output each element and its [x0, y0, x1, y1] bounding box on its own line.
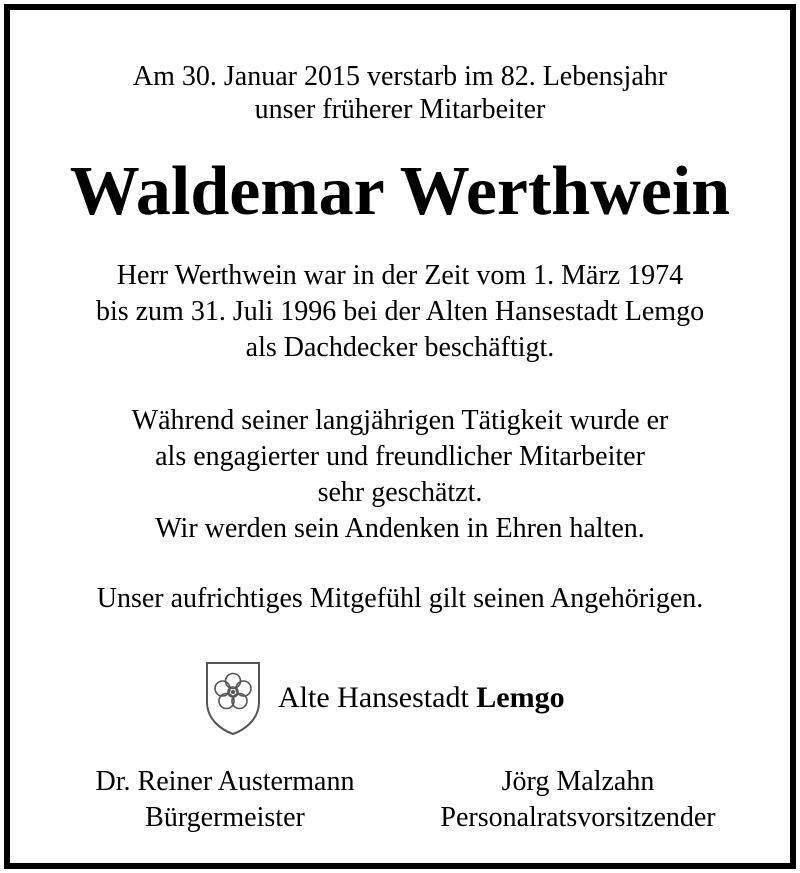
intro-line: Am 30. Januar 2015 verstarb im 82. Lebensjahr: [132, 61, 668, 92]
tribute-line: Wir werden sein Andenken in Ehren halten.: [155, 513, 645, 544]
tribute-line: als engagierter und freundlicher Mitarbeiter: [155, 441, 645, 472]
signatory-title: Personalratsvorsitzender: [440, 802, 716, 833]
signatory-name: Jörg Malzahn: [501, 766, 655, 797]
organization-signature: [204, 656, 565, 740]
signatory-title: Bürgermeister: [145, 802, 305, 833]
rose-crest-icon: [204, 660, 262, 736]
obituary-frame: [4, 4, 796, 869]
service-line: bis zum 31. Juli 1996 bei der Alten Hansestadt Lemgo: [95, 296, 705, 327]
tribute-line: Während seiner langjährigen Tätigkeit wurde er: [131, 405, 669, 436]
tribute-text: [10, 403, 790, 547]
condolence-line: Unser aufrichtiges Mitgefühl gilt seinen Angehörigen.: [96, 583, 704, 614]
service-line: Herr Werthwein war in der Zeit vom 1. März 1974: [116, 260, 684, 291]
signatory-name: Dr. Reiner Austermann: [95, 766, 355, 797]
service-line: als Dachdecker beschäftigt.: [245, 332, 555, 363]
service-text: [10, 258, 790, 366]
intro-line: unser früherer Mitarbeiter: [254, 94, 546, 125]
intro-text: [10, 60, 790, 126]
organization-name-regular: Alte Hansestadt: [278, 681, 477, 714]
organization-name-bold: Lemgo: [476, 681, 565, 714]
tribute-line: sehr geschätzt.: [317, 477, 483, 508]
signatory-mayor: [60, 764, 390, 836]
organization-name: [278, 681, 565, 715]
signatory-staff-council: [408, 764, 748, 836]
condolence-text: [10, 581, 790, 617]
deceased-name: Waldemar Werthwein: [69, 153, 731, 230]
